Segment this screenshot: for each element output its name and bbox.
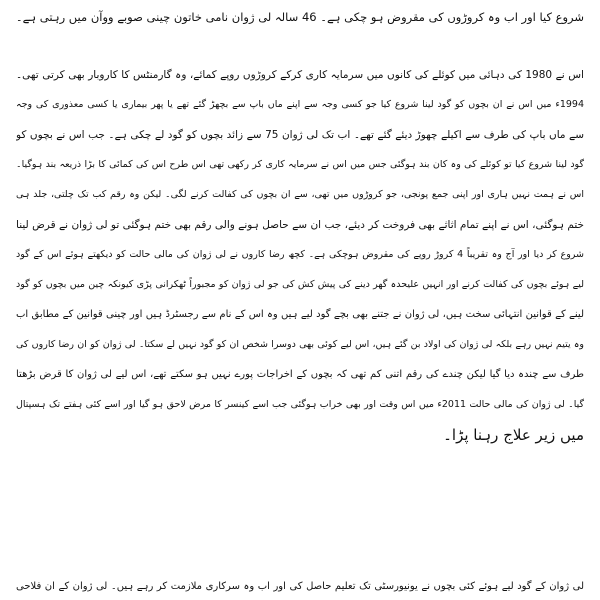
text-line: ختم ہوگئی، اس نے اپنے تمام اثاثے بھی فروخت کر دیئے، جب ان سے حاصل ہونے والی رقم بھی ختم ہوگئی تو لی ژوان نے قرض لینا	[16, 219, 584, 231]
text-line: وہ یتیم نہیں رہے بلکہ لی ژوان کی اولاد بن گئے ہیں، اس لیے کوئی بھی دوسرا شخص ان کو گود نہیں لے سکتا۔ لی ژوان کو ان رضا کاروں کی	[16, 339, 584, 350]
text-line: شروع کیا اور اب وہ کروڑوں کی مقروض ہو چکی ہے۔ 46 سالہ لی ژوان نامی خاتون چینی صوبے ووآن میں رہتی ہے۔	[16, 10, 584, 24]
text-line: شروع کر دیا اور آج وہ تقریباً 4 کروڑ روپے کی مقروض ہوچکی ہے۔ کچھ رضا کاروں نے لی ژوان کی مالی حالت کو دیکھتے ہوئے اس کے گود	[16, 249, 584, 260]
text-line: اس نے ہمت نہیں ہاری اور اپنی جمع پونجی، جو کروڑوں میں تھی، سے ان بچوں کی کفالت کرنے لگی۔ لیکن وہ رقم کب تک چلتی، جلد ہی	[16, 189, 584, 200]
paragraph-intro	[16, 2, 584, 32]
text-line: لیے ہوئے بچوں کی کفالت کرنے اور انہیں علیحدہ گھر دینے کی پیش کش کی جو لی ژوان کو مجبوراً ٹھکرانی پڑی کیونکہ چین میں بچوں کو گود	[16, 279, 584, 290]
text-line: گیا۔ لی ژوان کی مالی حالت 2011ء میں اس وقت اور بھی خراب ہوگئی جب اسے کینسر کا مرض لاحق ہو گیا اور اسے کئی ہفتے تک ہسپتال	[16, 399, 584, 410]
paragraph-main	[16, 60, 584, 450]
text-line: 1994ء میں اس نے ان بچوں کو گود لینا شروع کیا جو کسی وجہ سے اپنے ماں باپ سے بچھڑ گئے تھے یا پھر بیماری یا کسی معذوری کی وجہ	[16, 99, 584, 110]
paragraph-closing	[16, 572, 584, 600]
text-line: طرف سے چندہ دیا گیا لیکن چندے کی رقم اتنی کم تھی کہ بچوں کے اخراجات پورے نہیں ہو سکتے تھے، اس لیے لی ژوان کا قرض بڑھتا	[16, 369, 584, 380]
text-line: اس نے 1980 کی دہائی میں کوئلے کی کانوں میں سرمایہ کاری کرکے کروڑوں روپے کمائے، وہ گارمنٹس کا کاروبار بھی کرتی تھی۔	[16, 69, 584, 81]
text-line: لینے کے قوانین انتہائی سخت ہیں، لی ژوان نے جتنے بھی بچے گود لیے ہیں وہ اس کے نام سے رجسٹرڈ ہیں اور چینی قوانین کے مطابق اب	[16, 309, 584, 320]
text-line: گود لینا شروع کیا تو کوئلے کی وہ کان بند ہوگئی جس میں اس نے سرمایہ کاری کر رکھی تھی اس طرح اس کی کمائی کا بڑا ذریعہ بند ہوگیا۔	[16, 159, 584, 170]
text-line: لی ژوان کے گود لیے ہوئے کئی بچوں نے یونیورسٹی تک تعلیم حاصل کی اور اب وہ سرکاری ملازمت کر رہے ہیں۔ لی ژوان کے ان فلاحی	[16, 581, 584, 592]
text-line: سے ماں باپ کی طرف سے اکیلے چھوڑ دیئے گئے تھے۔ اب تک لی ژوان 75 سے زائد بچوں کو گود لے چکی ہے۔ جب اس نے بچوں کو	[16, 129, 584, 141]
text-line: میں زیر علاج رہنا پڑا۔	[443, 426, 584, 444]
